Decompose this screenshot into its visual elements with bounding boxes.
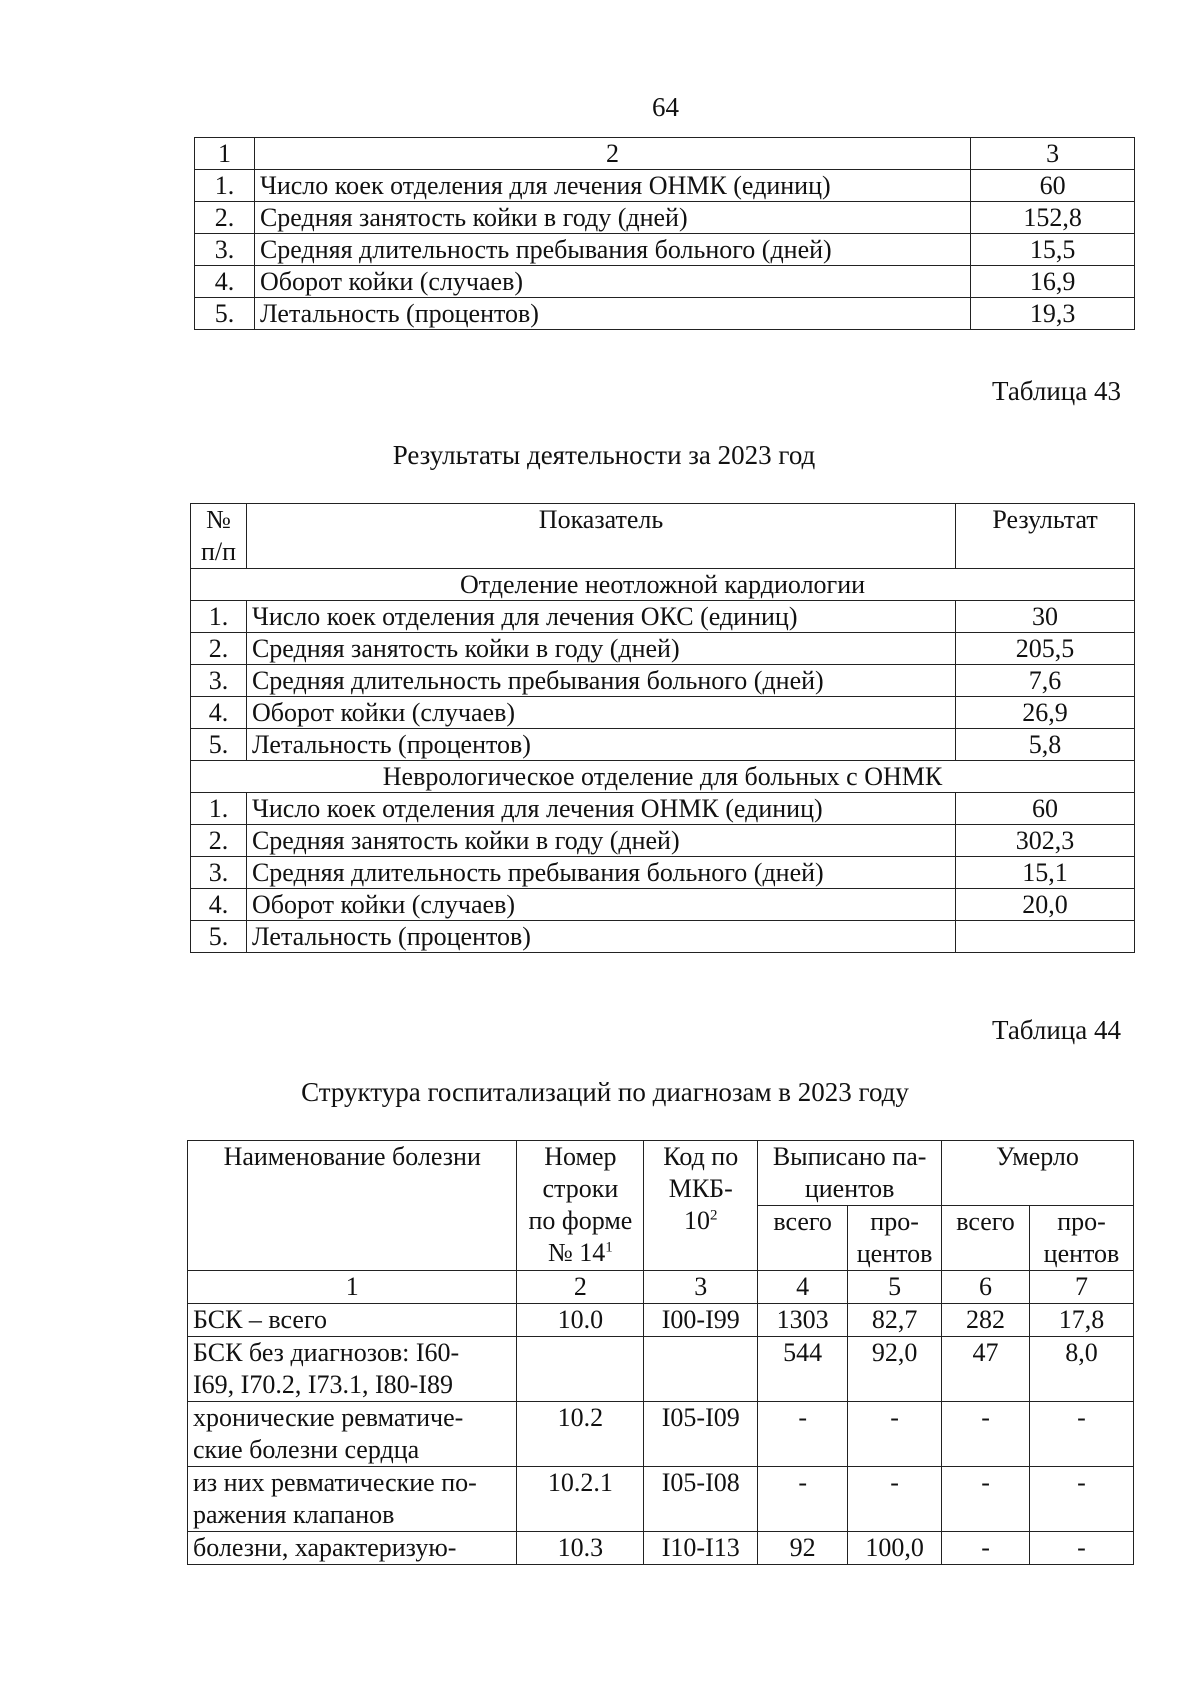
header-icd-line: МКБ-	[668, 1174, 733, 1203]
header-disease: Наименование болезни	[188, 1141, 517, 1271]
header-row-number-text: № 14	[547, 1238, 606, 1267]
table-row	[195, 234, 1135, 266]
row-number: 1.	[191, 601, 247, 633]
died-percent-cell: -	[1030, 1532, 1134, 1565]
table-row	[195, 202, 1135, 234]
discharged-total-cell: 92	[758, 1532, 848, 1565]
header-percent-line: центов	[1043, 1239, 1120, 1268]
header-icd-line: Код по	[663, 1142, 739, 1171]
died-total-cell: 282	[942, 1304, 1030, 1337]
row-number-cell: 10.2.1	[517, 1467, 644, 1532]
header-icd	[644, 1141, 758, 1271]
table-row	[191, 889, 1135, 921]
header-percent	[1030, 1206, 1134, 1271]
row-number: 2.	[191, 825, 247, 857]
header-discharged-line: Выписано па-	[772, 1142, 927, 1171]
header-percent	[848, 1206, 942, 1271]
table-row	[191, 601, 1135, 633]
value-cell: 60	[971, 170, 1135, 202]
died-percent-cell: -	[1030, 1467, 1134, 1532]
discharged-total-cell: 1303	[758, 1304, 848, 1337]
section-row	[191, 569, 1135, 601]
table-row	[188, 1337, 1134, 1402]
header-percent-line: про-	[870, 1207, 919, 1236]
table43	[190, 503, 1135, 953]
indicator-cell: Число коек отделения для лечения ОНМК (единиц)	[246, 793, 955, 825]
indicator-cell: Средняя занятость койки в году (дней)	[246, 633, 955, 665]
continued-table	[194, 137, 1135, 330]
icd-cell: I05-I09	[644, 1402, 758, 1467]
table-row	[188, 1467, 1134, 1532]
table-row	[188, 1304, 1134, 1337]
row-number: 3.	[195, 234, 255, 266]
row-number: 1.	[191, 793, 247, 825]
row-number: 5.	[195, 298, 255, 330]
discharged-percent-cell: -	[848, 1467, 942, 1532]
icd-cell: I00-I99	[644, 1304, 758, 1337]
header-discharged-line: циентов	[804, 1174, 895, 1203]
discharged-total-cell: 544	[758, 1337, 848, 1402]
table-row	[188, 1402, 1134, 1467]
died-total-cell: -	[942, 1467, 1030, 1532]
table43-title: Результаты деятельности за 2023 год	[392, 440, 816, 470]
value-cell: 30	[956, 601, 1135, 633]
indicator-cell: Летальность (процентов)	[254, 298, 970, 330]
row-number: 2.	[191, 633, 247, 665]
discharged-percent-cell: 82,7	[848, 1304, 942, 1337]
value-cell: 7,6	[956, 665, 1135, 697]
discharged-percent-cell: 100,0	[848, 1532, 942, 1565]
died-percent-cell: 17,8	[1030, 1304, 1134, 1337]
table-header-row	[191, 504, 1135, 569]
row-number: 1.	[195, 170, 255, 202]
disease-cell	[188, 1402, 517, 1467]
died-total-cell: 47	[942, 1337, 1030, 1402]
table-row	[191, 697, 1135, 729]
column-number: 1	[188, 1271, 517, 1304]
discharged-percent-cell: 92,0	[848, 1337, 942, 1402]
indicator-cell: Средняя длительность пребывания больного (дней)	[246, 857, 955, 889]
disease-cell	[188, 1337, 517, 1402]
died-total-cell: -	[942, 1402, 1030, 1467]
icd-cell: I05-I08	[644, 1467, 758, 1532]
disease-line: ские болезни сердца	[193, 1435, 420, 1464]
table-row	[191, 729, 1135, 761]
table-row	[191, 921, 1135, 953]
discharged-total-cell: -	[758, 1467, 848, 1532]
disease-cell	[188, 1304, 517, 1337]
row-number-cell	[517, 1337, 644, 1402]
table-row	[195, 170, 1135, 202]
header-row-number-line	[522, 1237, 638, 1269]
died-total-cell: -	[942, 1532, 1030, 1565]
table-row	[191, 665, 1135, 697]
page-number-text: 64	[652, 92, 679, 122]
table44	[187, 1140, 1134, 1565]
footnote-mark: 2	[710, 1207, 718, 1224]
indicator-cell: Средняя занятость койки в году (дней)	[254, 202, 970, 234]
table-row	[195, 266, 1135, 298]
value-cell: 15,1	[956, 857, 1135, 889]
table44-label: Таблица 44	[992, 1015, 1121, 1045]
table-row	[191, 793, 1135, 825]
header-percent-line: центов	[856, 1239, 933, 1268]
table-row	[195, 298, 1135, 330]
disease-line: БСК – всего	[193, 1305, 327, 1334]
indicator-cell: Средняя занятость койки в году (дней)	[246, 825, 955, 857]
indicator-cell: Средняя длительность пребывания больного (дней)	[254, 234, 970, 266]
column-number: 7	[1030, 1271, 1134, 1304]
disease-line: I69, I70.2, I73.1, I80-I89	[193, 1370, 453, 1399]
row-number: 3.	[191, 857, 247, 889]
indicator-cell: Средняя длительность пребывания больного (дней)	[246, 665, 955, 697]
table-row	[188, 1532, 1134, 1565]
row-number: 4.	[195, 266, 255, 298]
table43-label: Таблица 43	[992, 376, 1121, 406]
column-number: 3	[644, 1271, 758, 1304]
table44-title: Структура госпитализаций по диагнозам в 2023 году	[301, 1077, 909, 1107]
column-number: 5	[848, 1271, 942, 1304]
table-header-row	[195, 138, 1135, 170]
indicator-cell: Число коек отделения для лечения ОНМК (единиц)	[254, 170, 970, 202]
header-row-number-line: Номер	[544, 1142, 617, 1171]
value-cell: 15,5	[971, 234, 1135, 266]
row-number: 5.	[191, 921, 247, 953]
indicator-cell: Оборот койки (случаев)	[254, 266, 970, 298]
row-number: 3.	[191, 665, 247, 697]
header-indicator: Показатель	[246, 504, 955, 569]
header-discharged	[758, 1141, 942, 1206]
disease-line: БСК без диагнозов: I60-	[193, 1338, 460, 1367]
indicator-cell: Оборот койки (случаев)	[246, 889, 955, 921]
value-cell: 152,8	[971, 202, 1135, 234]
value-cell: 16,9	[971, 266, 1135, 298]
value-cell: 19,3	[971, 298, 1135, 330]
section-title: Отделение неотложной кардиологии	[191, 569, 1135, 601]
row-number: 2.	[195, 202, 255, 234]
header-cell: 3	[971, 138, 1135, 170]
discharged-total-cell: -	[758, 1402, 848, 1467]
row-number-cell: 10.0	[517, 1304, 644, 1337]
row-number-cell: 10.3	[517, 1532, 644, 1565]
value-cell: 5,8	[956, 729, 1135, 761]
header-total: всего	[758, 1206, 848, 1271]
header-num: № п/п	[191, 504, 247, 569]
icd-cell	[644, 1337, 758, 1402]
disease-cell	[188, 1532, 517, 1565]
header-cell: 1	[195, 138, 255, 170]
column-number: 2	[517, 1271, 644, 1304]
value-cell: 60	[956, 793, 1135, 825]
header-icd-line	[649, 1205, 752, 1237]
section-row	[191, 761, 1135, 793]
value-cell: 20,0	[956, 889, 1135, 921]
column-number: 4	[758, 1271, 848, 1304]
indicator-cell: Летальность (процентов)	[246, 921, 955, 953]
section-title: Неврологическое отделение для больных с ОНМК	[191, 761, 1135, 793]
header-result: Результат	[956, 504, 1135, 569]
row-number: 5.	[191, 729, 247, 761]
died-percent-cell: -	[1030, 1402, 1134, 1467]
footnote-mark: 1	[605, 1239, 613, 1256]
value-cell: 302,3	[956, 825, 1135, 857]
died-percent-cell: 8,0	[1030, 1337, 1134, 1402]
header-died: Умерло	[942, 1141, 1134, 1206]
disease-line: болезни, характеризую-	[193, 1533, 457, 1562]
column-number-row	[188, 1271, 1134, 1304]
disease-cell	[188, 1467, 517, 1532]
row-number: 4.	[191, 697, 247, 729]
value-cell: 205,5	[956, 633, 1135, 665]
header-row-number-line: по форме	[528, 1206, 633, 1235]
row-number: 4.	[191, 889, 247, 921]
disease-line: из них ревматические по-	[193, 1468, 477, 1497]
header-cell: 2	[254, 138, 970, 170]
indicator-cell: Летальность (процентов)	[246, 729, 955, 761]
table-row	[191, 633, 1135, 665]
table-header-row	[188, 1141, 1134, 1206]
value-cell: 26,9	[956, 697, 1135, 729]
header-percent-line: про-	[1057, 1207, 1106, 1236]
value-cell	[956, 921, 1135, 953]
header-total: всего	[942, 1206, 1030, 1271]
header-icd-text: 10	[684, 1206, 710, 1235]
indicator-cell: Оборот койки (случаев)	[246, 697, 955, 729]
indicator-cell: Число коек отделения для лечения ОКС (единиц)	[246, 601, 955, 633]
row-number-cell: 10.2	[517, 1402, 644, 1467]
table-row	[191, 825, 1135, 857]
header-row-number-line: строки	[542, 1174, 619, 1203]
disease-line: хронические ревматиче-	[193, 1403, 464, 1432]
icd-cell: I10-I13	[644, 1532, 758, 1565]
table-row	[191, 857, 1135, 889]
column-number: 6	[942, 1271, 1030, 1304]
header-row-number	[517, 1141, 644, 1271]
discharged-percent-cell: -	[848, 1402, 942, 1467]
disease-line: ражения клапанов	[193, 1500, 395, 1529]
